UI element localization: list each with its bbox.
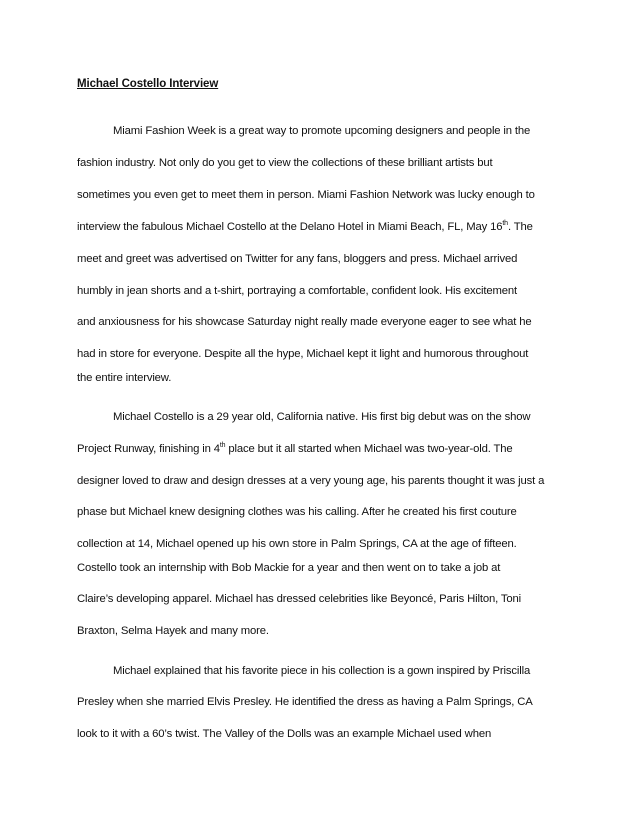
document-title: Michael Costello Interview	[77, 78, 219, 90]
ordinal-suffix: th	[502, 220, 508, 228]
paragraph-1-line-7: and anxiousness for his showcase Saturday night really made everyone eager to see what he	[77, 316, 532, 328]
paragraph-2-line-1: Michael Costello is a 29 year old, California native. His first big debut was on the show	[113, 411, 531, 423]
paragraph-2-line-2-tail: place but it all started when Michael was two-year-old. The	[225, 443, 513, 455]
paragraph-2-line-2-text: Project Runway, finishing in 4	[77, 443, 220, 455]
paragraph-1-line-9: the entire interview.	[77, 372, 172, 384]
paragraph-1-line-5: meet and greet was advertised on Twitter for any fans, bloggers and press. Michael arrived	[77, 253, 518, 265]
paragraph-1-line-8: had in store for everyone. Despite all the hype, Michael kept it light and humorous throughout	[77, 348, 529, 360]
paragraph-2-line-2	[77, 442, 513, 456]
paragraph-2-line-4: phase but Michael knew designing clothes was his calling. After he created his first couture	[77, 506, 517, 518]
paragraph-1-line-6: humbly in jean shorts and a t-shirt, portraying a comfortable, confident look. His excitement	[77, 285, 518, 297]
paragraph-1-line-2: fashion industry. Not only do you get to view the collections of these brilliant artists but	[77, 157, 493, 169]
paragraph-3-line-1: Michael explained that his favorite piece in his collection is a gown inspired by Priscilla	[113, 665, 531, 677]
paragraph-2-line-7: Claire’s developing apparel. Michael has dressed celebrities like Beyoncé, Paris Hilton, Toni	[77, 593, 522, 605]
paragraph-3-line-3: look to it with a 60’s twist. The Valley of the Dolls was an example Michael used when	[77, 728, 492, 740]
ordinal-suffix: th	[219, 442, 226, 450]
paragraph-3-line-2: Presley when she married Elvis Presley. He identified the dress as having a Palm Springs, CA	[77, 696, 533, 708]
paragraph-1-line-4	[77, 220, 533, 234]
paragraph-1-line-4-tail: . The	[507, 221, 533, 233]
paragraph-2-line-8: Braxton, Selma Hayek and many more.	[77, 625, 269, 637]
paragraph-2-line-5: collection at 14, Michael opened up his own store in Palm Springs, CA at the age of fifteen.	[77, 538, 517, 550]
paragraph-2-line-6: Costello took an internship with Bob Mackie for a year and then went on to take a job at	[77, 562, 501, 574]
paragraph-1-line-3: sometimes you even get to meet them in person. Miami Fashion Network was lucky enough to	[77, 189, 535, 201]
paragraph-1-line-1: Miami Fashion Week is a great way to promote upcoming designers and people in the	[113, 125, 531, 137]
paragraph-2-line-3: designer loved to draw and design dresses at a very young age, his parents thought it was just a	[77, 475, 545, 487]
paragraph-1-line-4-text: interview the fabulous Michael Costello at the Delano Hotel in Miami Beach, FL, May 16	[77, 221, 503, 233]
